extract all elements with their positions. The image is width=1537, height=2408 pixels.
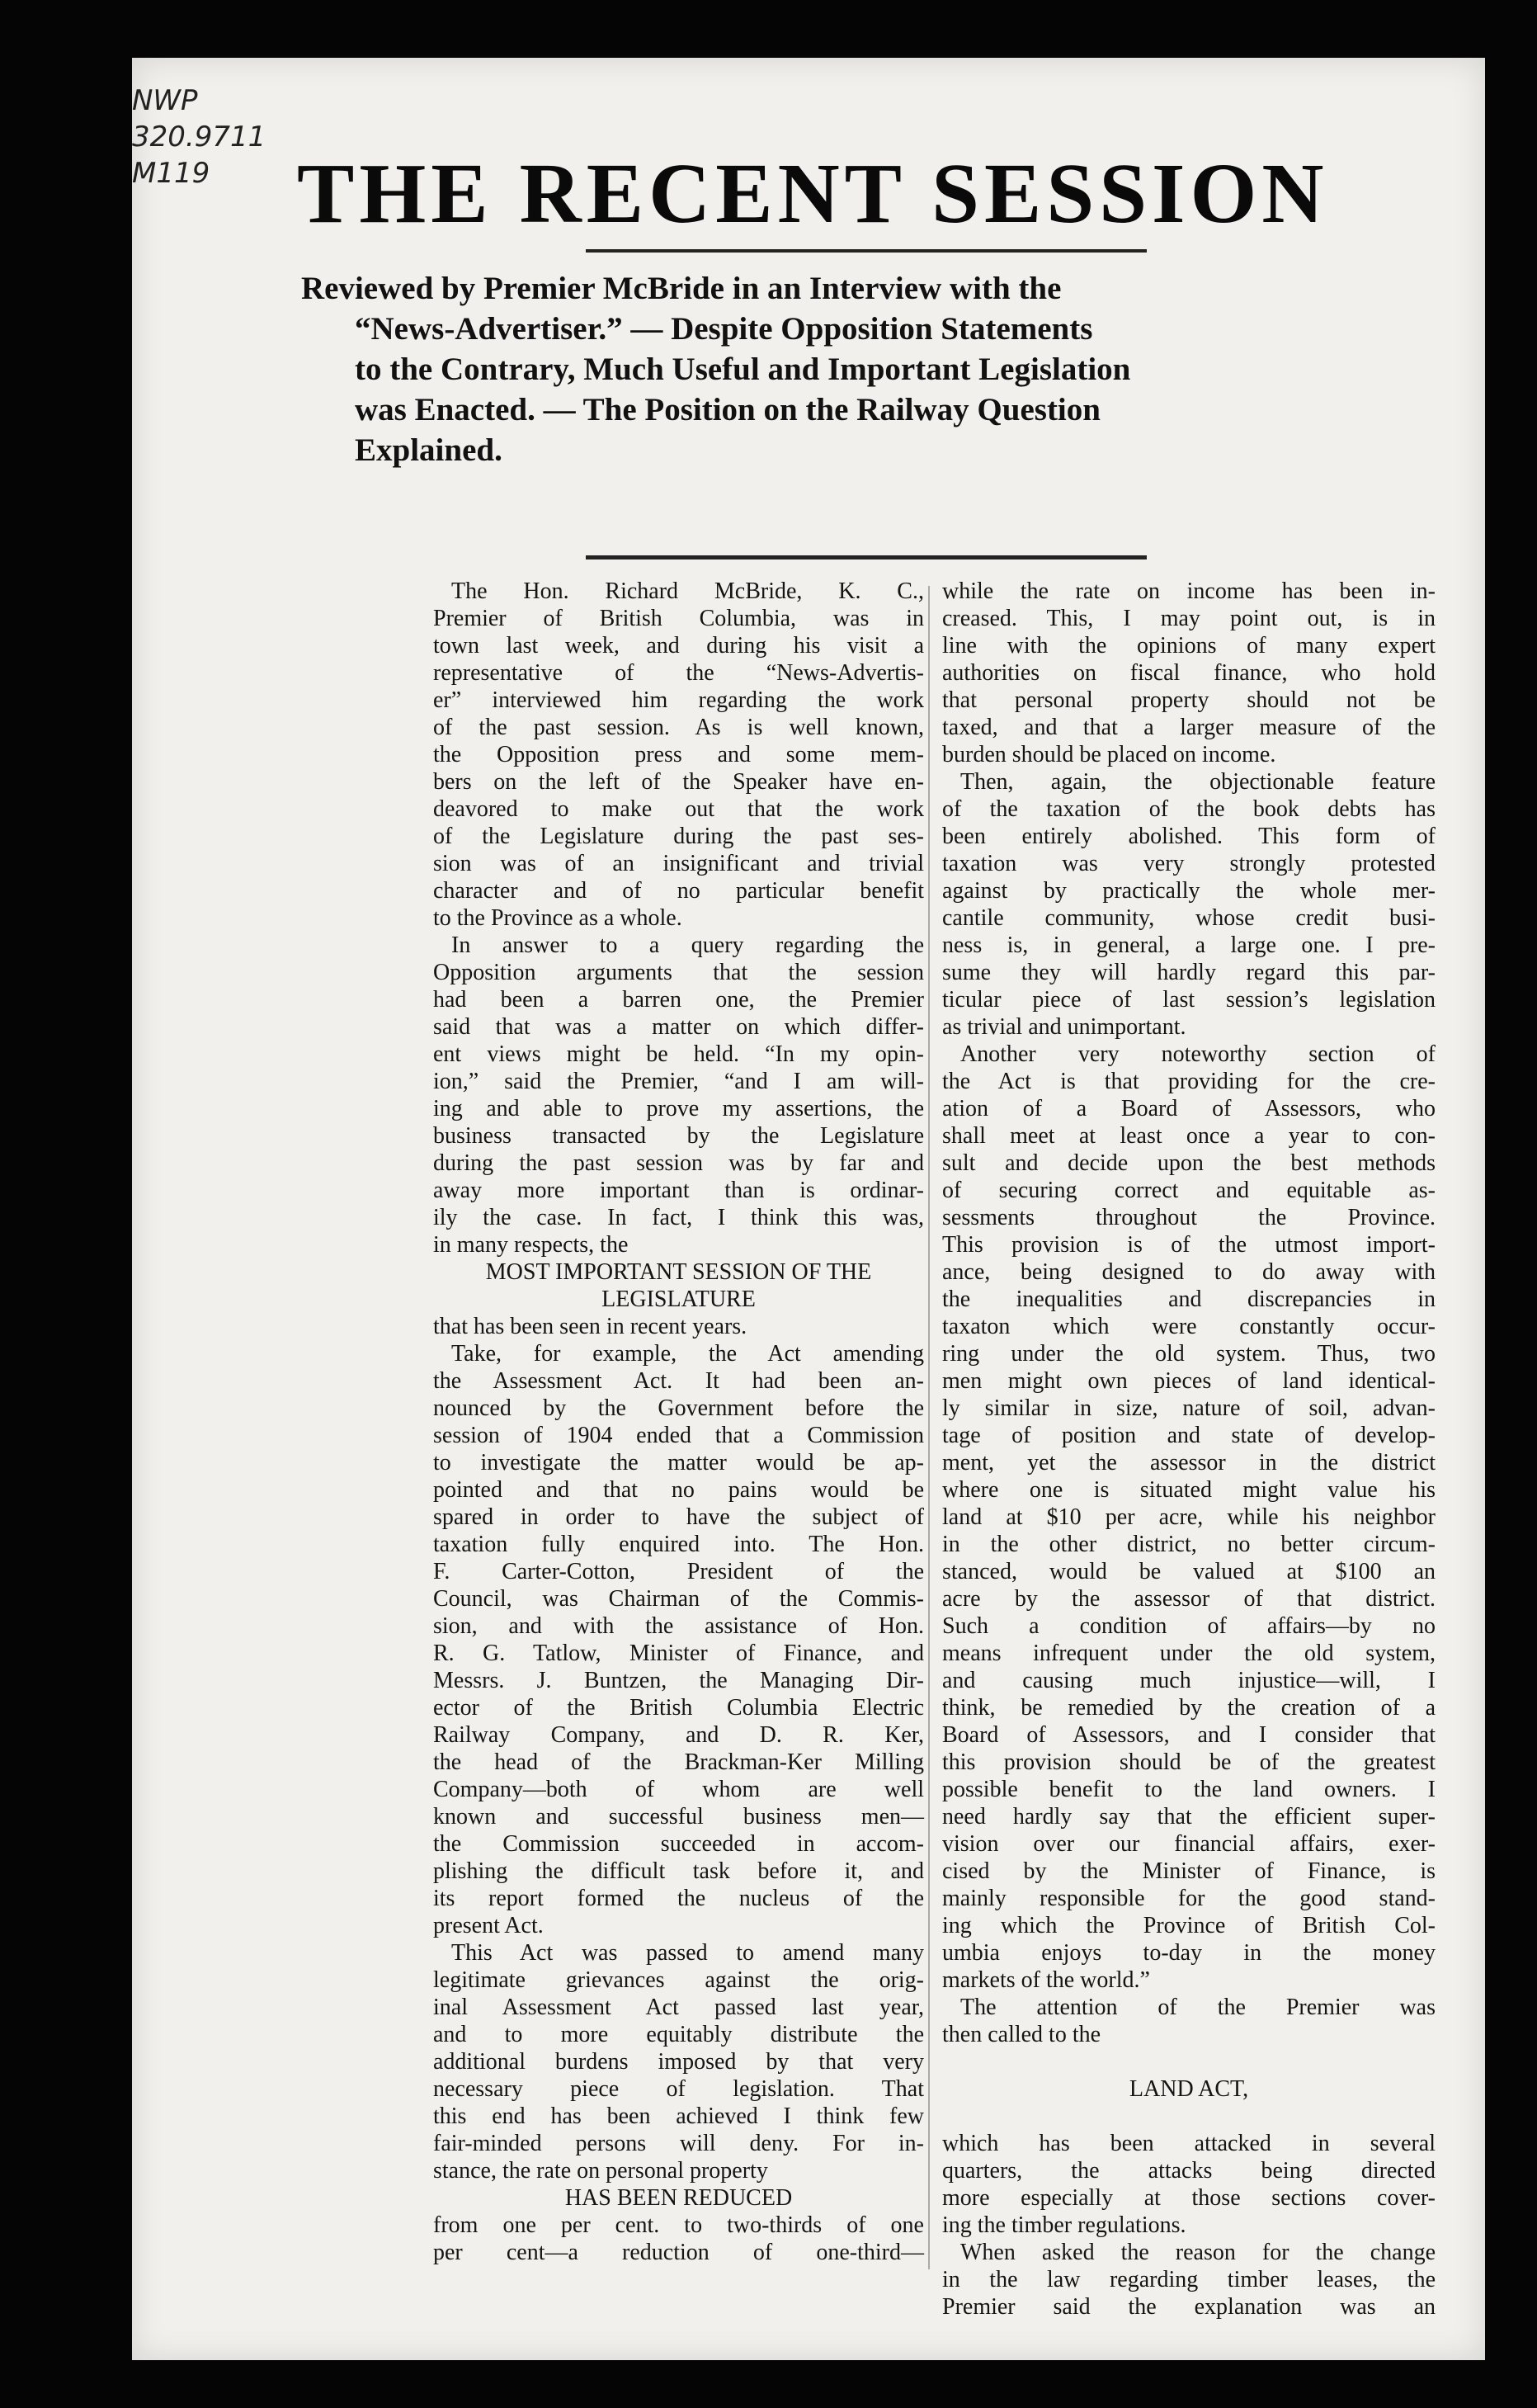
text-line: fair-minded persons will deny. For in- bbox=[433, 2131, 924, 2156]
text-line: markets of the world.” bbox=[942, 1967, 1150, 1993]
text-line: land at $10 per acre, while his neighbor bbox=[942, 1504, 1436, 1530]
text-line: from one per cent. to two-thirds of one bbox=[433, 2212, 924, 2238]
text-line: spared in order to have the subject of bbox=[433, 1504, 924, 1530]
text-line: Board of Assessors, and I consider that bbox=[942, 1722, 1436, 1748]
text-line: Take, for example, the Act amending bbox=[451, 1341, 924, 1367]
text-line: Then, again, the objectionable feature bbox=[960, 769, 1436, 795]
text-line: legitimate grievances against the orig- bbox=[433, 1967, 924, 1993]
text-line: business transacted by the Legislature bbox=[433, 1123, 924, 1149]
text-line: as trivial and unimportant. bbox=[942, 1014, 1186, 1040]
text-line: and to more equitably distribute the bbox=[433, 2022, 924, 2047]
article-column-1 bbox=[433, 578, 924, 2266]
text-line: taxed, and that a larger measure of the bbox=[942, 715, 1436, 740]
text-line: ness is, in general, a large one. I pre- bbox=[942, 933, 1436, 958]
text-line: then called to the bbox=[942, 2022, 1101, 2047]
section-heading: LAND ACT, bbox=[1129, 2076, 1249, 2102]
text-line: bers on the left of the Speaker have en- bbox=[433, 769, 924, 795]
subheading-line: to the Contrary, Much Useful and Important Legislation bbox=[355, 352, 1131, 387]
text-line: the Assessment Act. It had been an- bbox=[433, 1368, 924, 1394]
text-line: ment, yet the assessor in the district bbox=[942, 1450, 1436, 1475]
text-line: representative of the “News-Advertis- bbox=[433, 660, 924, 686]
text-line: against by practically the whole mer- bbox=[942, 878, 1436, 904]
text-line: of the Legislature during the past ses- bbox=[433, 824, 924, 849]
section-heading: HAS BEEN REDUCED bbox=[564, 2185, 793, 2211]
text-line: this provision should be of the greatest bbox=[942, 1749, 1436, 1775]
text-line: Such a condition of affairs—by no bbox=[942, 1613, 1436, 1639]
text-line: The attention of the Premier was bbox=[960, 1995, 1436, 2020]
text-line: This provision is of the utmost import- bbox=[942, 1232, 1436, 1258]
text-line: shall meet at least once a year to con- bbox=[942, 1123, 1436, 1149]
text-line: F. Carter-Cotton, President of the bbox=[433, 1559, 924, 1584]
text-line: ector of the British Columbia Electric bbox=[433, 1695, 924, 1721]
text-line: in the other district, no better circum- bbox=[942, 1532, 1436, 1557]
text-line: sult and decide upon the best methods bbox=[942, 1150, 1436, 1176]
text-line: during the past session was by far and bbox=[433, 1150, 924, 1176]
text-line: taxaton which were constantly occur- bbox=[942, 1314, 1436, 1339]
text-line: burden should be placed on income. bbox=[942, 742, 1276, 767]
text-line: ly similar in size, nature of soil, advan- bbox=[942, 1395, 1436, 1421]
text-line: ticular piece of last session’s legislation bbox=[942, 987, 1436, 1013]
text-line: sion, and with the assistance of Hon. bbox=[433, 1613, 924, 1639]
title-rule bbox=[586, 249, 1147, 253]
text-line: creased. This, I may point out, is in bbox=[942, 606, 1436, 631]
text-line: this end has been achieved I think few bbox=[433, 2103, 924, 2129]
text-line: stance, the rate on personal property bbox=[433, 2158, 768, 2184]
text-line: taxation fully enquired into. The Hon. bbox=[433, 1532, 924, 1557]
text-line: possible benefit to the land owners. I bbox=[942, 1777, 1436, 1802]
text-line: inal Assessment Act passed last year, bbox=[433, 1995, 924, 2020]
text-line: Council, was Chairman of the Commis- bbox=[433, 1586, 924, 1612]
text-line bbox=[942, 2048, 1436, 2075]
text-line: cantile community, whose credit busi- bbox=[942, 905, 1436, 931]
text-line: of the past session. As is well known, bbox=[433, 715, 924, 740]
text-line: character and of no particular benefit bbox=[433, 878, 924, 904]
text-line: ily the case. In fact, I think this was, bbox=[433, 1205, 924, 1230]
text-line: necessary piece of legislation. That bbox=[433, 2076, 924, 2102]
text-line: away more important than is ordinar- bbox=[433, 1178, 924, 1203]
subheading bbox=[301, 268, 1440, 470]
text-line: acre by the assessor of that district. bbox=[942, 1586, 1436, 1612]
text-line: cised by the Minister of Finance, is bbox=[942, 1858, 1436, 1884]
text-line: to investigate the matter would be ap- bbox=[433, 1450, 924, 1475]
text-line: per cent—a reduction of one-third— bbox=[433, 2240, 924, 2265]
text-line: mainly responsible for the good stand- bbox=[942, 1886, 1436, 1911]
text-line: town last week, and during his visit a bbox=[433, 633, 924, 659]
text-line: Railway Company, and D. R. Ker, bbox=[433, 1722, 924, 1748]
text-line: men might own pieces of land identical- bbox=[942, 1368, 1436, 1394]
text-line bbox=[942, 2103, 1436, 2130]
text-line: the head of the Brackman-Ker Milling bbox=[433, 1749, 924, 1775]
text-line: ing the timber regulations. bbox=[942, 2212, 1186, 2238]
text-line: ance, being designed to do away with bbox=[942, 1259, 1436, 1285]
subheading-line: “News-Advertiser.” — Despite Opposition Statements bbox=[355, 311, 1093, 347]
text-line: need hardly say that the efficient super- bbox=[942, 1804, 1436, 1830]
text-line: quarters, the attacks being directed bbox=[942, 2158, 1436, 2184]
text-line: the Commission succeeded in accom- bbox=[433, 1831, 924, 1857]
text-line: Opposition arguments that the session bbox=[433, 960, 924, 985]
text-line: the Opposition press and some mem- bbox=[433, 742, 924, 767]
catalog-annotation bbox=[132, 83, 266, 191]
text-line: the inequalities and discrepancies in bbox=[942, 1287, 1436, 1312]
column-divider bbox=[928, 586, 930, 2269]
text-line: R. G. Tatlow, Minister of Finance, and bbox=[433, 1641, 924, 1666]
text-line: The Hon. Richard McBride, K. C., bbox=[451, 578, 924, 604]
text-line: stanced, would be valued at $100 an bbox=[942, 1559, 1436, 1584]
section-heading: LEGISLATURE bbox=[601, 1287, 756, 1312]
text-line: Premier of British Columbia, was in bbox=[433, 606, 924, 631]
text-line: the Act is that providing for the cre- bbox=[942, 1069, 1436, 1094]
text-line: of securing correct and equitable as- bbox=[942, 1178, 1436, 1203]
text-line: authorities on fiscal finance, who hold bbox=[942, 660, 1436, 686]
text-line: and causing much injustice—will, I bbox=[942, 1668, 1436, 1693]
article-column-2 bbox=[942, 578, 1436, 2321]
text-line: This Act was passed to amend many bbox=[451, 1940, 924, 1966]
text-line: ing and able to prove my assertions, the bbox=[433, 1096, 924, 1121]
text-line: er” interviewed him regarding the work bbox=[433, 687, 924, 713]
text-line: tage of position and state of develop- bbox=[942, 1423, 1436, 1448]
text-line: where one is situated might value his bbox=[942, 1477, 1436, 1503]
text-line: sion was of an insignificant and trivial bbox=[433, 851, 924, 876]
newspaper-clipping bbox=[132, 58, 1485, 2360]
text-line: had been a barren one, the Premier bbox=[433, 987, 924, 1013]
subheading-line: Reviewed by Premier McBride in an Interview with the bbox=[301, 271, 1062, 306]
text-line: that personal property should not be bbox=[942, 687, 1436, 713]
text-line: ion,” said the Premier, “and I am will- bbox=[433, 1069, 924, 1094]
text-line: in the law regarding timber leases, the bbox=[942, 2267, 1436, 2292]
text-line: its report formed the nucleus of the bbox=[433, 1886, 924, 1911]
page-title: THE RECENT SESSION bbox=[297, 146, 1329, 241]
text-line: taxation was very strongly protested bbox=[942, 851, 1436, 876]
text-line: nounced by the Government before the bbox=[433, 1395, 924, 1421]
text-line: said that was a matter on which differ- bbox=[433, 1014, 924, 1040]
text-line: Messrs. J. Buntzen, the Managing Dir- bbox=[433, 1668, 924, 1693]
text-line: sume they will hardly regard this par- bbox=[942, 960, 1436, 985]
text-line: Company—both of whom are well bbox=[433, 1777, 924, 1802]
text-line: been entirely abolished. This form of bbox=[942, 824, 1436, 849]
text-line: more especially at those sections cover- bbox=[942, 2185, 1436, 2211]
text-line: in many respects, the bbox=[433, 1232, 629, 1258]
text-line: session of 1904 ended that a Commission bbox=[433, 1423, 924, 1448]
text-line: Premier said the explanation was an bbox=[942, 2294, 1436, 2320]
subheading-line: was Enacted. — The Position on the Railway Question bbox=[355, 392, 1101, 427]
section-heading: MOST IMPORTANT SESSION OF THE bbox=[485, 1259, 872, 1285]
text-line: of the taxation of the book debts has bbox=[942, 796, 1436, 822]
text-line: ring under the old system. Thus, two bbox=[942, 1341, 1436, 1367]
text-line: plishing the difficult task before it, and bbox=[433, 1858, 924, 1884]
text-line: that has been seen in recent years. bbox=[433, 1314, 747, 1339]
text-line: line with the opinions of many expert bbox=[942, 633, 1436, 659]
text-line: umbia enjoys to-day in the money bbox=[942, 1940, 1436, 1966]
text-line: ing which the Province of British Col- bbox=[942, 1913, 1436, 1938]
text-line: means infrequent under the old system, bbox=[942, 1641, 1436, 1666]
text-line: to the Province as a whole. bbox=[433, 905, 682, 931]
text-line: ation of a Board of Assessors, who bbox=[942, 1096, 1436, 1121]
text-line: deavored to make out that the work bbox=[433, 796, 924, 822]
text-line: sessments throughout the Province. bbox=[942, 1205, 1436, 1230]
text-line: think, be remedied by the creation of a bbox=[942, 1695, 1436, 1721]
text-line: while the rate on income has been in- bbox=[942, 578, 1436, 604]
text-line: which has been attacked in several bbox=[942, 2131, 1436, 2156]
text-line: When asked the reason for the change bbox=[960, 2240, 1436, 2265]
catalog-line: NWP bbox=[132, 84, 198, 117]
text-line: Another very noteworthy section of bbox=[960, 1041, 1436, 1067]
text-line: present Act. bbox=[433, 1913, 544, 1938]
catalog-line: M119 bbox=[132, 157, 210, 190]
text-line: known and successful business men— bbox=[433, 1804, 924, 1830]
subheading-line: Explained. bbox=[355, 432, 502, 468]
subheading-rule bbox=[586, 555, 1147, 560]
text-line: ent views might be held. “In my opin- bbox=[433, 1041, 924, 1067]
catalog-line: 320.9711 bbox=[132, 120, 266, 153]
text-line: vision over our financial affairs, exer- bbox=[942, 1831, 1436, 1857]
text-line: additional burdens imposed by that very bbox=[433, 2049, 924, 2075]
text-line: In answer to a query regarding the bbox=[451, 933, 924, 958]
text-line: pointed and that no pains would be bbox=[433, 1477, 924, 1503]
